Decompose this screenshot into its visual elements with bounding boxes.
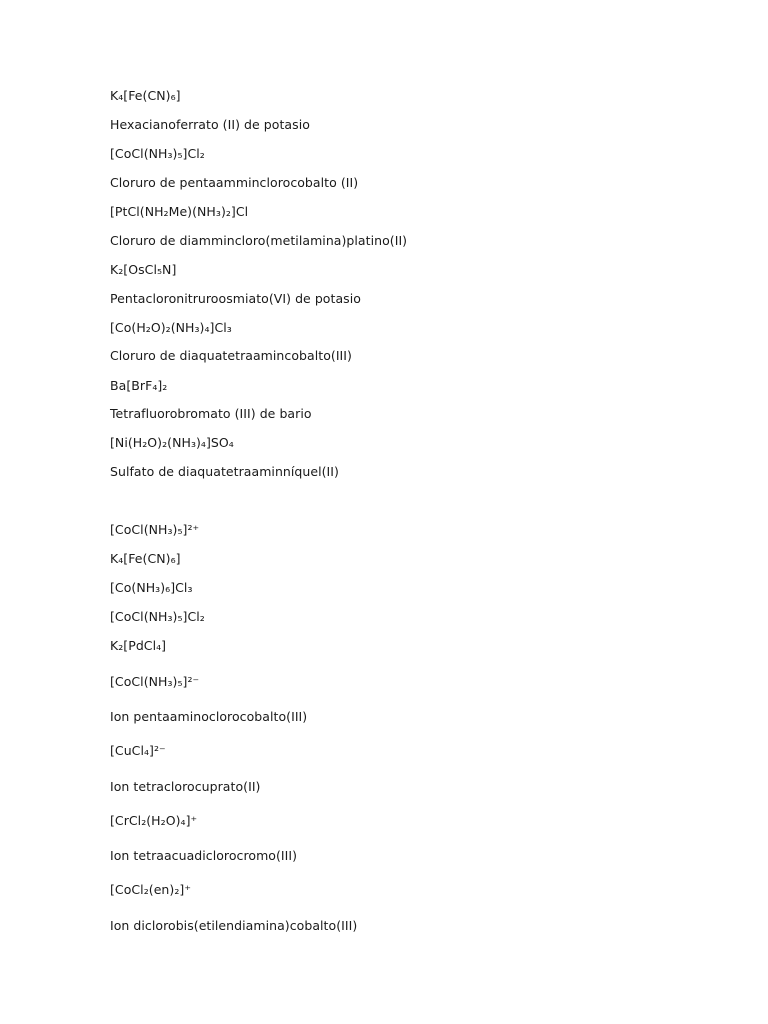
formula-line: K₄[Fe(CN)₆] (110, 551, 181, 566)
name-line: Cloruro de diaquatetraamincobalto(III) (110, 348, 352, 363)
formula-line: [CoCl₂(en)₂]⁺ (110, 882, 191, 897)
formula-line: [PtCl(NH₂Me)(NH₃)₂]Cl (110, 204, 249, 219)
formula-line: K₂[PdCl₄] (110, 638, 167, 653)
name-line: Tetrafluorobromato (III) de bario (110, 406, 312, 421)
name-line: Ion pentaaminoclorocobalto(III) (110, 709, 308, 724)
formula-line: K₂[OsCl₅N] (110, 262, 177, 277)
name-line: Ion tetraclorocuprato(II) (110, 779, 261, 794)
formula-line: [CoCl(NH₃)₅]Cl₂ (110, 146, 205, 161)
formula-line: [CrCl₂(H₂O)₄]⁺ (110, 813, 198, 828)
formula-line: [CuCl₄]²⁻ (110, 743, 166, 758)
name-line: Ion tetraacuadiclorocromo(III) (110, 848, 298, 863)
name-line: Hexacianoferrato (II) de potasio (110, 117, 310, 132)
formula-line: [CoCl(NH₃)₅]²⁻ (110, 674, 200, 689)
name-line: Cloruro de pentaamminclorocobalto (II) (110, 175, 359, 190)
formula-line: [Ni(H₂O)₂(NH₃)₄]SO₄ (110, 435, 234, 450)
name-line: Cloruro de diammincloro(metilamina)platino(II) (110, 233, 408, 248)
name-line: Sulfato de diaquatetraaminníquel(II) (110, 464, 339, 479)
formula-line: [Co(NH₃)₆]Cl₃ (110, 580, 193, 595)
formula-line: [CoCl(NH₃)₅]²⁺ (110, 522, 200, 537)
formula-line: Ba[BrF₄]₂ (110, 378, 168, 393)
name-line: Pentacloronitruroosmiato(VI) de potasio (110, 291, 361, 306)
formula-line: K₄[Fe(CN)₆] (110, 88, 181, 103)
formula-line: [Co(H₂O)₂(NH₃)₄]Cl₃ (110, 320, 232, 335)
formula-line: [CoCl(NH₃)₅]Cl₂ (110, 609, 205, 624)
name-line: Ion diclorobis(etilendiamina)cobalto(III) (110, 918, 358, 933)
